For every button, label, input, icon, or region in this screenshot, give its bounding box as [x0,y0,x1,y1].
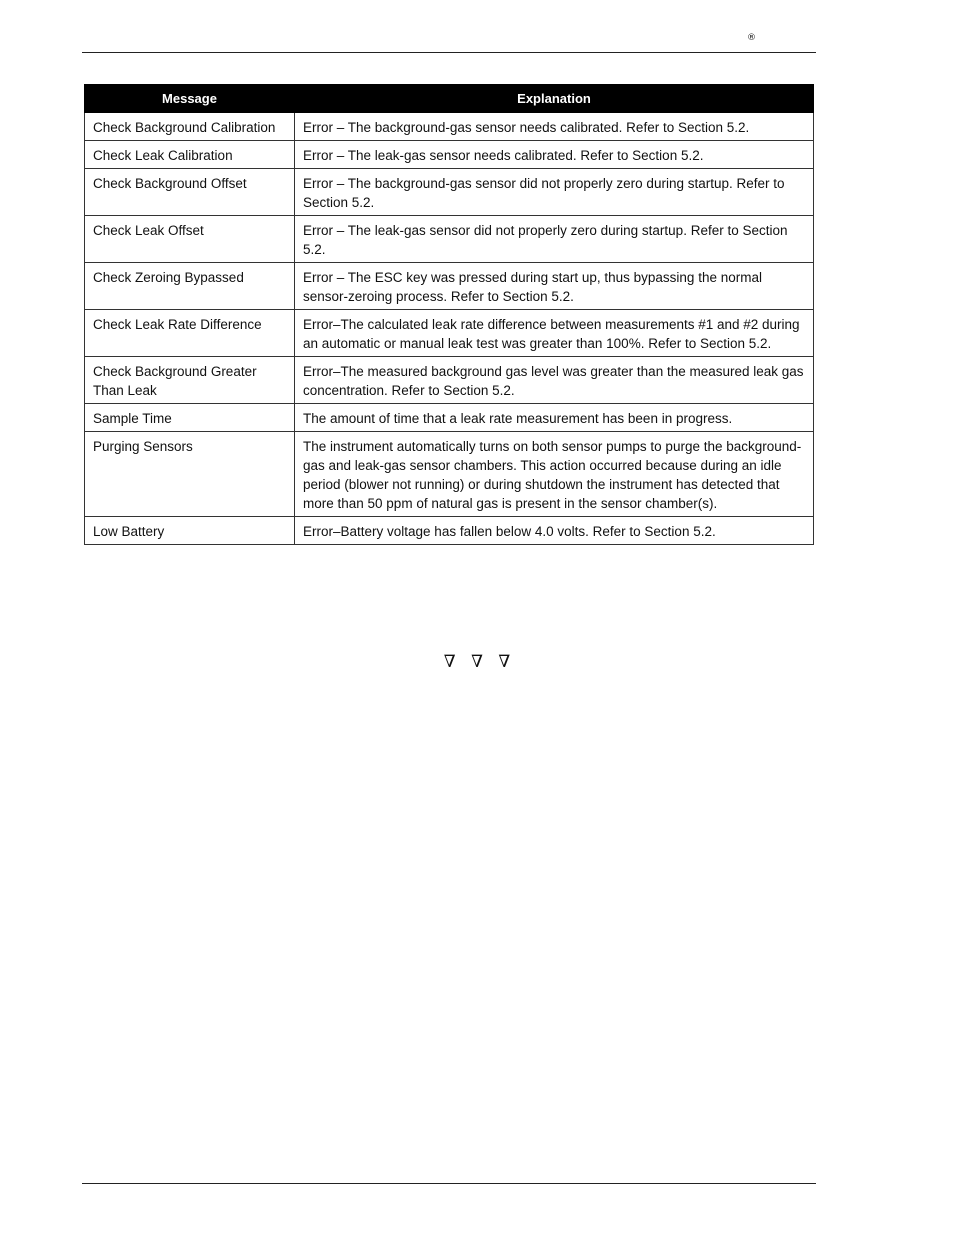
message-cell: Check Zeroing Bypassed [85,263,295,310]
message-cell: Check Background Greater Than Leak [85,357,295,404]
explanation-cell: Error – The background-gas sensor did not properly zero during startup. Refer to Section 5.2. [295,169,814,216]
registered-mark: ® [747,33,756,43]
message-cell: Check Leak Rate Difference [85,310,295,357]
explanation-cell: Error – The leak-gas sensor needs calibrated. Refer to Section 5.2. [295,141,814,169]
message-cell: Check Leak Offset [85,216,295,263]
explanation-cell: The instrument automatically turns on both sensor pumps to purge the background-gas and leak-gas sensor chambers. This action occurred because during an idle period (blower not running) or during shutdown the instrument has detected that more than 50 ppm of natural gas is present in the sensor chamber(s). [295,432,814,517]
nabla-mark: ∇ [443,652,456,672]
table-row [85,517,814,545]
explanation-cell: Error – The background-gas sensor needs calibrated. Refer to Section 5.2. [295,113,814,141]
table-row [85,141,814,169]
nabla-mark: ∇ [498,652,511,672]
message-cell: Low Battery [85,517,295,545]
table-row [85,404,814,432]
explanation-cell: Error – The ESC key was pressed during start up, thus bypassing the normal sensor-zeroing process. Refer to Section 5.2. [295,263,814,310]
explanation-cell: The amount of time that a leak rate measurement has been in progress. [295,404,814,432]
table-header-row [85,85,814,113]
explanation-cell: Error–The measured background gas level was greater than the measured leak gas concentration. Refer to Section 5.2. [295,357,814,404]
table-row [85,263,814,310]
explanation-cell: Error – The leak-gas sensor did not properly zero during startup. Refer to Section 5.2. [295,216,814,263]
message-cell: Check Leak Calibration [85,141,295,169]
header-message: Message [85,85,295,113]
nabla-mark: ∇ [471,652,483,672]
explanation-cell: Error–The calculated leak rate difference between measurements #1 and #2 during an automatic or manual leak test was greater than 100%. Refer to Section 5.2. [295,310,814,357]
message-table [84,84,814,545]
header-explanation: Explanation [295,85,814,113]
end-of-section-marks [0,652,954,672]
message-cell: Purging Sensors [85,432,295,517]
table-row [85,216,814,263]
table-row [85,113,814,141]
table-row [85,310,814,357]
table-row [85,357,814,404]
explanation-cell: Error–Battery voltage has fallen below 4.0 volts. Refer to Section 5.2. [295,517,814,545]
header-rule [82,52,816,53]
message-cell: Check Background Calibration [85,113,295,141]
message-cell: Sample Time [85,404,295,432]
footer-rule [82,1183,816,1184]
message-cell: Check Background Offset [85,169,295,216]
table-row [85,432,814,517]
table-row [85,169,814,216]
